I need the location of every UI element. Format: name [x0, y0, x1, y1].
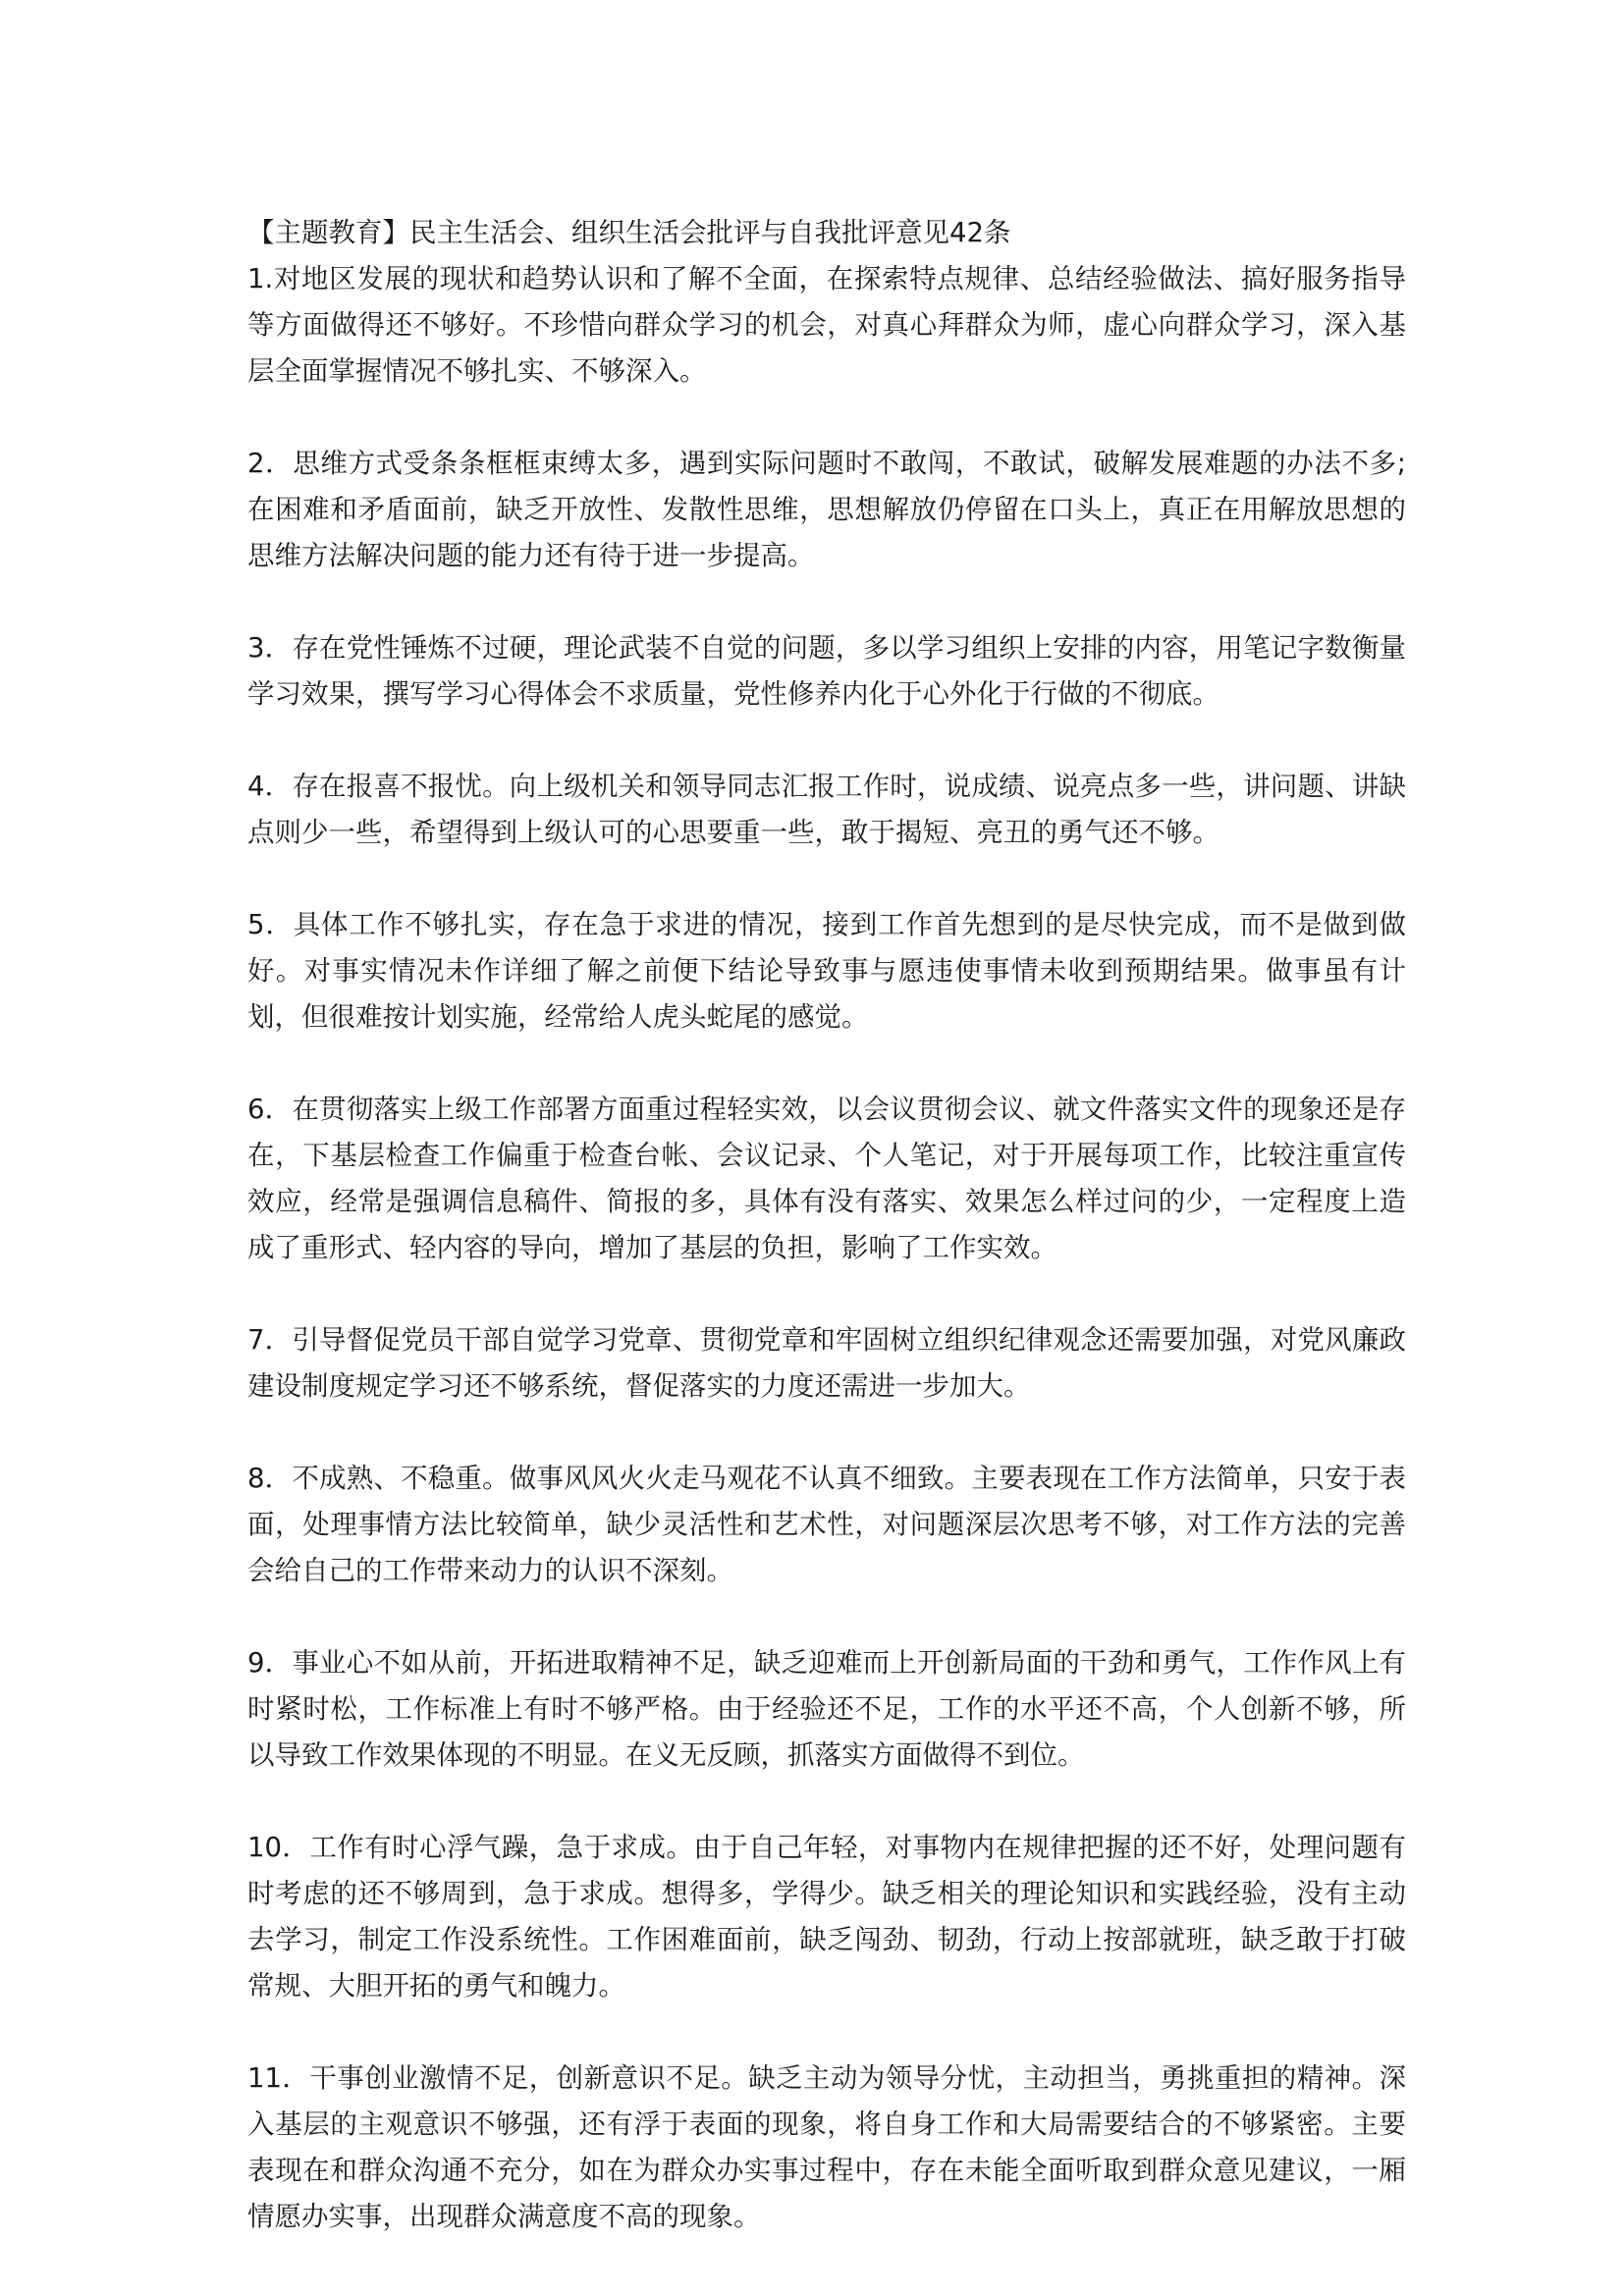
list-item: 9．事业心不如从前，开拓进取精神不足，缺乏迎难而上开创新局面的干劲和勇气，工作作风上有时紧时松，工作标准上有时不够严格。由于经验还不足，工作的水平还不高，个人创新不够，所以导致工作效果体现的不明显。在义无反顾，抓落实方面做得不到位。 — [247, 1647, 1406, 1771]
list-item: 5．具体工作不够扎实，存在急于求进的情况，接到工作首先想到的是尽快完成，而不是做到做好。对事实情况未作详细了解之前便下结论导致事与愿违使事情未收到预期结果。做事虽有计划，但很难按计划实施，经常给人虎头蛇尾的感觉。 — [247, 909, 1406, 1033]
list-item: 8．不成熟、不稳重。做事风风火火走马观花不认真不细致。主要表现在工作方法简单，只安于表面，处理事情方法比较简单，缺少灵活性和艺术性，对问题深层次思考不够，对工作方法的完善会给自己的工作带来动力的认识不深刻。 — [247, 1463, 1406, 1586]
list-item: 6．在贯彻落实上级工作部署方面重过程轻实效，以会议贯彻会议、就文件落实文件的现象还是存在，下基层检查工作偏重于检查台帐、会议记录、个人笔记，对于开展每项工作，比较注重宣传效应，经常是强调信息稿件、简报的多，具体有没有落实、效果怎么样过问的少，一定程度上造成了重形式、轻内容的导向，增加了基层的负担，影响了工作实效。 — [247, 1094, 1406, 1263]
list-item: 11．干事创业激情不足，创新意识不足。缺乏主动为领导分忧，主动担当，勇挑重担的精神。深入基层的主观意识不够强，还有浮于表面的现象，将自身工作和大局需要结合的不够紧密。主要表现在和群众沟通不充分，如在为群众办实事过程中，存在未能全面听取到群众意见建议，一厢情愿办实事，出现群众满意度不高的现象。 — [247, 2062, 1406, 2232]
list-item: 2．思维方式受条条框框束缚太多，遇到实际问题时不敢闯，不敢试，破解发展难题的办法不多;在困难和矛盾面前，缺乏开放性、发散性思维，思想解放仍停留在口头上，真正在用解放思想的思维方法解决问题的能力还有待于进一步提高。 — [247, 448, 1406, 571]
document-title: 【主题教育】民主生活会、组织生活会批评与自我批评意见42条 — [247, 217, 1011, 248]
list-item: 1.对地区发展的现状和趋势认识和了解不全面，在探索特点规律、总结经验做法、搞好服务指导等方面做得还不够好。不珍惜向群众学习的机会，对真心拜群众为师，虚心向群众学习，深入基层全面掌握情况不够扎实、不够深入。 — [247, 263, 1406, 387]
list-item: 4．存在报喜不报忧。向上级机关和领导同志汇报工作时，说成绩、说亮点多一些，讲问题、讲缺点则少一些，希望得到上级认可的心思要重一些，敢于揭短、亮丑的勇气还不够。 — [247, 771, 1406, 848]
list-item: 7．引导督促党员干部自觉学习党章、贯彻党章和牢固树立组织纪律观念还需要加强，对党风廉政建设制度规定学习还不够系统，督促落实的力度还需进一步加大。 — [247, 1324, 1406, 1402]
document-body — [247, 210, 1406, 2286]
list-item: 10．工作有时心浮气躁，急于求成。由于自己年轻，对事物内在规律把握的还不好，处理问题有时考虑的还不够周到，急于求成。想得多，学得少。缺乏相关的理论知识和实践经验，没有主动去学习，制定工作没系统性。工作困难面前，缺乏闯劲、韧劲，行动上按部就班，缺乏敢于打破常规、大胆开拓的勇气和魄力。 — [247, 1832, 1406, 2002]
list-item: 3．存在党性锤炼不过硬，理论武装不自觉的问题，多以学习组织上安排的内容，用笔记字数衡量学习效果，撰写学习心得体会不求质量，党性修养内化于心外化于行做的不彻底。 — [247, 632, 1406, 710]
